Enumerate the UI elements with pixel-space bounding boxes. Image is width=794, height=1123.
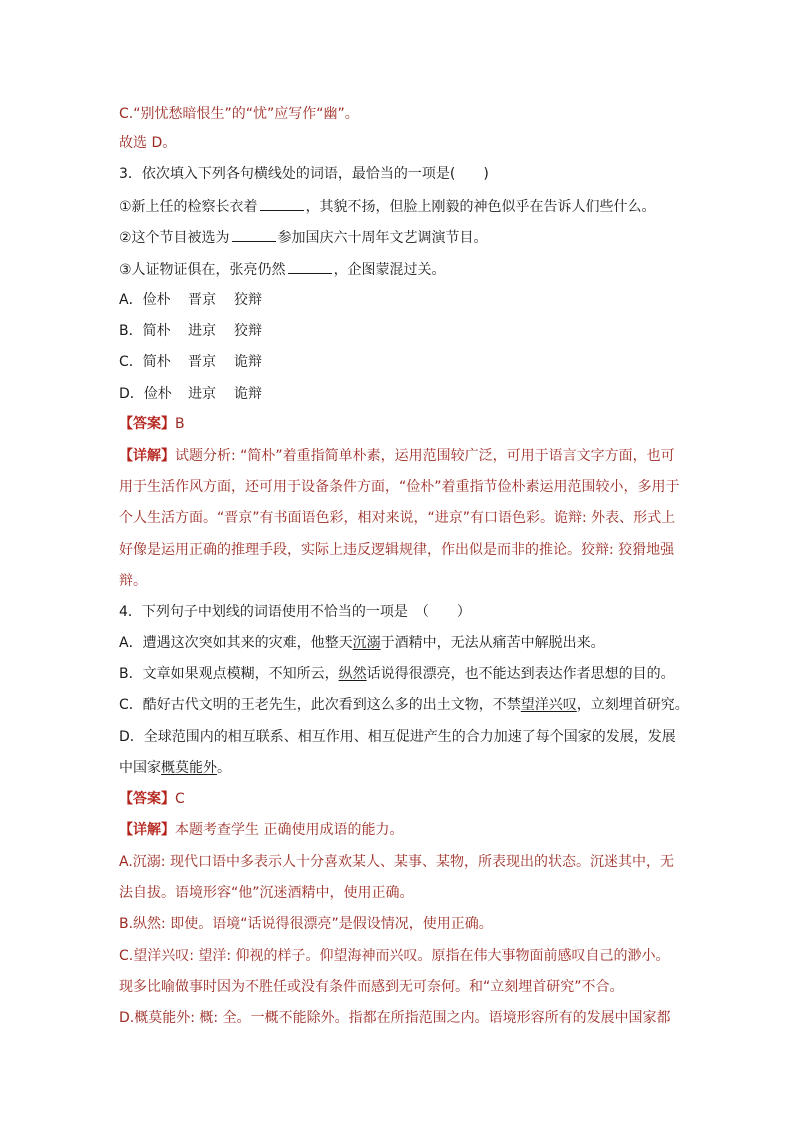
- option-text: B．文章如果观点模糊，不知所云，: [119, 666, 339, 682]
- underlined-term: 沉溺: [352, 635, 381, 651]
- option-word: A．俭朴: [119, 292, 171, 308]
- sentence-text: ，企图蒙混过关。: [333, 262, 446, 278]
- underlined-term: 概莫能外: [161, 760, 217, 776]
- question-4-explain-a-1: A.沉溺: 现代口语中多表示人十分喜欢某人、某事、某物，所表现出的状态。沉迷其中，无: [119, 854, 674, 870]
- option-word: 狡辩: [234, 323, 262, 339]
- option-word: 晋京: [188, 354, 216, 370]
- question-3-option-a: [119, 290, 280, 310]
- question-4-explain-d-1: D.概莫能外: 概: 全。一概不能除外。指都在所指范围之内。语境形容所有的发展中国家都: [119, 1010, 671, 1026]
- question-3-sentence-2: [119, 227, 488, 248]
- option-word: 进京: [188, 386, 216, 402]
- option-word: B．简朴: [119, 323, 171, 339]
- answer-tag: 【答案】: [119, 416, 175, 432]
- question-3-detail-3: 个人生活方面。“晋京”有书面语色彩，相对来说，“进京”有口语色彩。诡辩: 外表、形式上: [119, 510, 676, 526]
- question-4-detail-intro: [119, 820, 403, 840]
- question-3-option-b: [119, 321, 280, 341]
- option-text: A．遭遇这次突如其来的灾难，他整天: [119, 635, 353, 651]
- option-word: 诡辩: [234, 354, 262, 370]
- question-4-option-a: [119, 633, 605, 653]
- sentence-text: ②这个节目被选为: [119, 230, 230, 246]
- option-text: 话说得很漂亮，也不能达到表达作者思想的目的。: [366, 666, 675, 682]
- detail-tag: 【详解】: [119, 822, 175, 838]
- question-4-explain-b: B.纵然: 即使。语境“话说得很漂亮”是假设情况，使用正确。: [119, 916, 493, 932]
- fill-blank: [232, 227, 276, 242]
- answer-explanation-line: C.“别忧愁暗恨生”的“忧”应写作“幽”。: [119, 106, 359, 122]
- fill-blank: [260, 196, 304, 211]
- question-4-option-d: D．全球范围内的相互联系、相互作用、相互促进产生的合力加速了每个国家的发展，发展: [119, 729, 676, 745]
- answer-conclusion-line: 故选 D。: [119, 135, 177, 151]
- answer-value: B: [175, 416, 185, 432]
- question-3-stem: 3．依次填入下列各句横线处的词语，最恰当的一项是( ): [119, 166, 489, 182]
- question-4-answer: [119, 789, 185, 809]
- answer-value: C: [175, 791, 185, 807]
- question-3-sentence-3: [119, 259, 446, 280]
- option-text: ，立刻埋首研究。: [576, 697, 689, 713]
- option-word: 狡辩: [234, 292, 262, 308]
- question-4-option-c: [119, 695, 689, 715]
- question-4-explain-a-2: 法自拔。语境形容“他”沉迷酒精中，使用正确。: [119, 885, 414, 901]
- option-word: 进京: [188, 323, 216, 339]
- detail-text: 本题考查学生 正确使用成语的能力。: [175, 822, 404, 838]
- question-4-option-b: [119, 664, 675, 684]
- question-4-explain-c-2: 现多比喻做事时因为不胜任或没有条件而感到无可奈何。和“立刻埋首研究”不合。: [119, 979, 624, 995]
- option-word: C．简朴: [119, 354, 171, 370]
- option-text: 于酒精中，无法从痛苦中解脱出来。: [380, 635, 605, 651]
- question-3-detail-1: [119, 446, 675, 466]
- underlined-term: 纵然: [338, 666, 367, 682]
- sentence-text: 参加国庆六十周年文艺调演节目。: [277, 230, 488, 246]
- question-3-option-d: [119, 384, 280, 404]
- question-3-detail-5: 辩。: [119, 573, 147, 589]
- sentence-text: ①新上任的检察长衣着: [119, 199, 258, 215]
- detail-text: 试题分析: “简朴”着重指简单朴素，运用范围较广泛，可用于语言文字方面，也可: [175, 448, 675, 464]
- option-text: 。: [217, 760, 231, 776]
- option-word: D．俭朴: [119, 386, 172, 402]
- question-4-stem: 4．下列句子中划线的词语使用不恰当的一项是 （ ）: [119, 604, 471, 620]
- option-text: 中国家: [119, 760, 161, 776]
- question-3-option-c: [119, 352, 280, 372]
- question-4-explain-c-1: C.望洋兴叹: 望洋: 仰视的样子。仰望海神而兴叹。原指在伟大事物面前感叹自己的渺小。: [119, 948, 670, 964]
- sentence-text: ，其貌不扬，但脸上刚毅的神色似乎在告诉人们些什么。: [305, 199, 656, 215]
- question-3-detail-2: 用于生活作风方面，还可用于设备条件方面，“俭朴”着重指节俭朴素运用范围较小，多用于: [119, 479, 680, 495]
- sentence-text: ③人证物证俱在，张亮仍然: [119, 262, 286, 278]
- underlined-term: 望洋兴叹: [520, 697, 577, 713]
- option-word: 晋京: [188, 292, 216, 308]
- question-3-answer: [119, 414, 185, 434]
- question-3-sentence-1: [119, 196, 656, 217]
- option-text: C．酷好古代文明的王老先生，此次看到这么多的出土文物，不禁: [119, 697, 521, 713]
- fill-blank: [288, 259, 332, 274]
- option-word: 诡辩: [234, 386, 262, 402]
- detail-tag: 【详解】: [119, 448, 175, 464]
- answer-tag: 【答案】: [119, 791, 175, 807]
- question-3-detail-4: 好像是运用正确的推理手段，实际上违反逻辑规律，作出似是而非的推论。狡辩: 狡猾地强: [119, 542, 675, 558]
- question-4-option-d-continued: [119, 758, 231, 778]
